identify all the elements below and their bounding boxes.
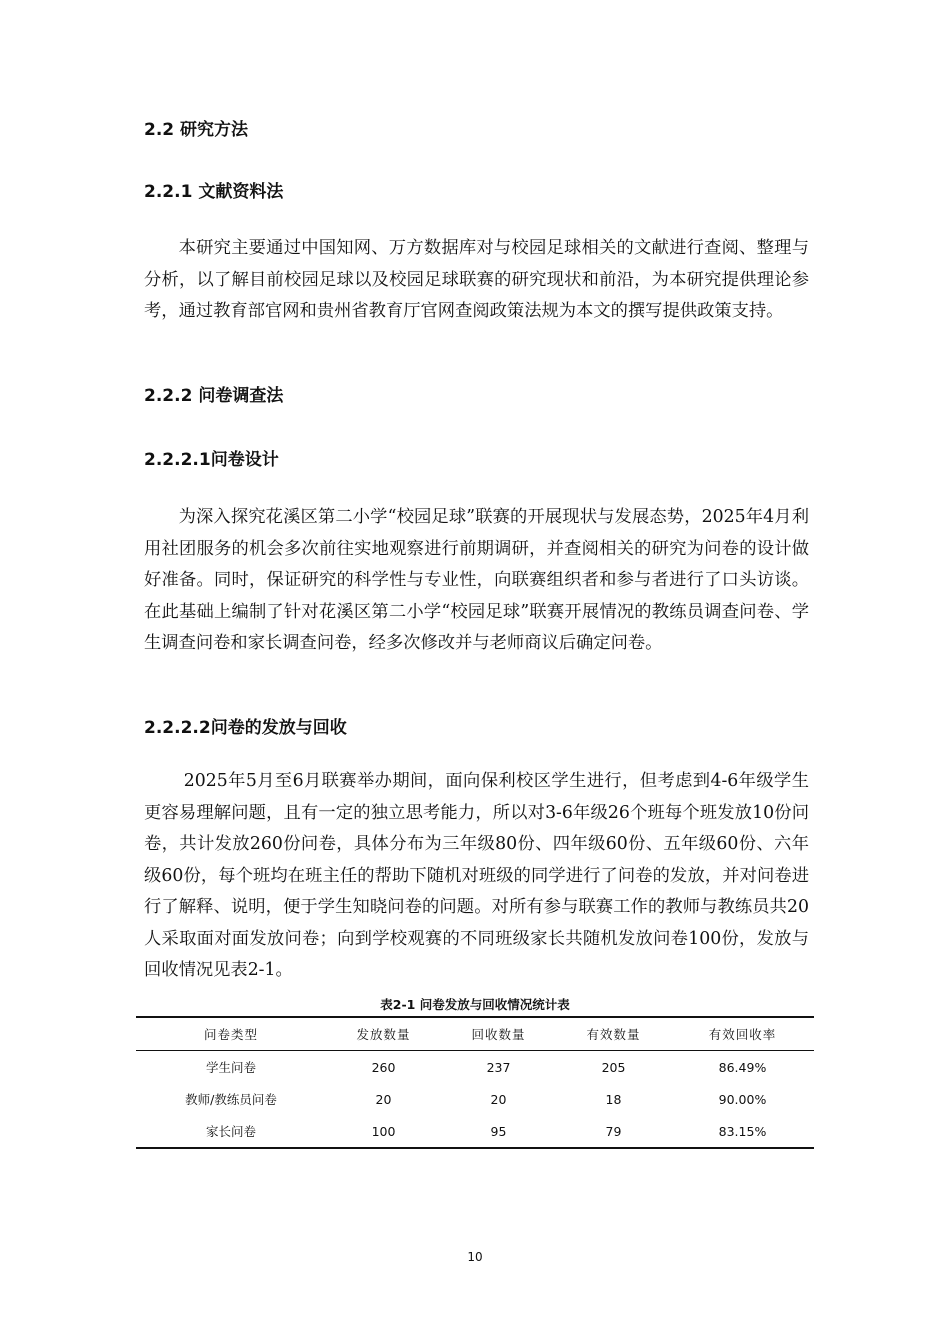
table-caption: 表2-1 问卷发放与回收情况统计表 — [380, 997, 570, 1012]
page-number: 10 — [467, 1250, 483, 1264]
table-cell: 学生问卷 — [205, 1060, 256, 1075]
table-cell: 20 — [375, 1091, 392, 1107]
table-cell: 205 — [601, 1059, 626, 1075]
header-cell: 有效数量 — [586, 1027, 641, 1042]
table-cell: 100 — [371, 1123, 396, 1139]
table-cell: 237 — [486, 1059, 511, 1075]
header-cell: 问卷类型 — [203, 1027, 258, 1042]
table-cell: 教师/教练员问卷 — [185, 1092, 277, 1107]
heading-2-2-2: 2.2.2 问卷调查法 — [144, 386, 284, 406]
paragraph-literature-method: 本研究主要通过中国知网、万方数据库对与校园足球相关的文献进行查阅、整理与分析，以了解目前校园足球以及校园足球联赛的研究现状和前沿，为本研究提供理论参考，通过教育部官网和贵州省教育厅官网查阅政策法规为本文的撰写提供政策支持。 — [144, 238, 809, 321]
questionnaire-stats-table — [136, 1016, 814, 1149]
table-cell: 260 — [371, 1059, 396, 1075]
table-cell: 95 — [490, 1123, 507, 1139]
table-row — [136, 1115, 814, 1148]
paragraph-questionnaire-design: 为深入探究花溪区第二小学“校园足球”联赛的开展现状与发展态势，2025年4月利用社团服务的机会多次前往实地观察进行前期调研，并查阅相关的研究为问卷的设计做好准备。同时，保证研究的科学性与专业性，向联赛组织者和参与者进行了口头访谈。在此基础上编制了针对花溪区第二小学“校园足球”联赛开展情况的教练员调查问卷、学生调查问卷和家长调查问卷，经多次修改并与老师商议后确定问卷。 — [144, 507, 809, 653]
header-cell: 有效回收率 — [708, 1027, 777, 1042]
heading-2-2-1: 2.2.1 文献资料法 — [144, 182, 284, 202]
table-cell: 90.00% — [718, 1091, 767, 1107]
table-header-row — [136, 1017, 814, 1051]
header-cell: 回收数量 — [471, 1027, 526, 1042]
table-cell: 79 — [605, 1123, 622, 1139]
table-cell: 86.49% — [718, 1059, 767, 1075]
table-cell: 18 — [605, 1091, 622, 1107]
heading-2-2-2-2: 2.2.2.2问卷的发放与回收 — [144, 718, 347, 738]
header-cell: 发放数量 — [356, 1027, 411, 1042]
heading-2-2: 2.2 研究方法 — [144, 120, 249, 140]
table-row — [136, 1051, 814, 1084]
table-cell: 83.15% — [718, 1123, 767, 1139]
table-row — [136, 1083, 814, 1115]
heading-2-2-2-1: 2.2.2.1问卷设计 — [144, 450, 279, 470]
paragraph-questionnaire-distribution: 2025年5月至6月联赛举办期间，面向保利校区学生进行，但考虑到4-6年级学生更容易理解问题，且有一定的独立思考能力，所以对3-6年级26个班每个班发放10份问卷，共计发放260份问卷，具体分布为三年级80份、四年级60份、五年级60份、六年级60份，每个班均在班主任的帮助下随机对班级的同学进行了问卷的发放，并对问卷进行了解释、说明，便于学生知晓问卷的问题。对所有参与联赛工作的教师与教练员共20人采取面对面发放问卷；向到学校观赛的不同班级家长共随机发放问卷100份，发放与回收情况见表2-1。 — [144, 771, 809, 980]
table-cell: 家长问卷 — [205, 1124, 256, 1139]
table-cell: 20 — [490, 1091, 507, 1107]
